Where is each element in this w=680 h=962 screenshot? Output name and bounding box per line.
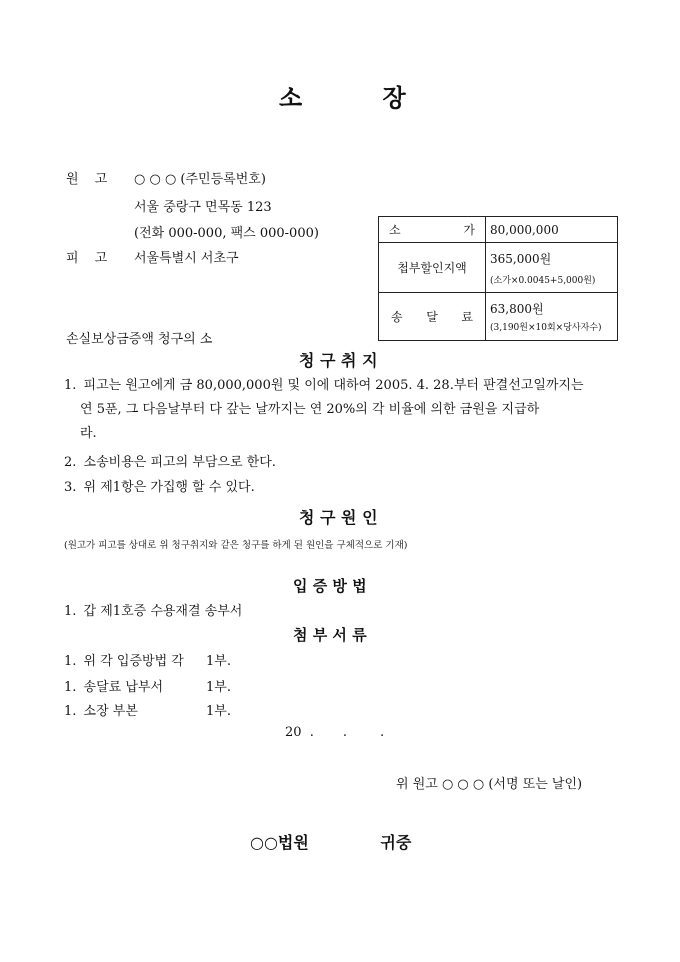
- fee-row-stamp: [379, 243, 618, 293]
- court-honorific: 귀중: [380, 833, 412, 852]
- attachments-heading: 첨 부 서 류: [293, 626, 367, 644]
- claim-purpose-heading: 청 구 취 지: [299, 351, 378, 370]
- date-line: 20 . . .: [285, 725, 385, 740]
- fee-label-service: 송 달 료: [379, 293, 486, 341]
- title-char-2: 장: [382, 83, 407, 112]
- claim-item-1-line-1: 1. 피고는 원고에게 금 80,000,000원 및 이에 대하여 2005. 4. 28.부터 판결선고일까지는: [64, 378, 584, 393]
- claim-cause-heading: 청 구 원 인: [299, 508, 378, 527]
- evidence-item-1: 1. 갑 제1호증 수용재결 송부서: [64, 604, 243, 619]
- title-char-1: 소: [279, 83, 304, 112]
- claim-item-3: 3. 위 제1항은 가집행 할 수 있다.: [64, 480, 255, 495]
- fee-label-claim-value: 소 가: [379, 217, 486, 243]
- signature-line: 위 원고 ○ ○ ○ (서명 또는 날인): [396, 777, 583, 792]
- attachment-item-3: 1. 소장 부본: [64, 704, 138, 719]
- fee-row-service: [379, 293, 618, 341]
- defendant-name: 서울특별시 서초구: [134, 251, 239, 266]
- attachment-item-1: 1. 위 각 입증방법 각: [64, 654, 184, 669]
- fee-value-stamp: 365,000원: [490, 251, 552, 266]
- fee-label-stamp: 첩부할인지액: [379, 243, 486, 293]
- fee-value-service-cell: [486, 293, 618, 341]
- case-name: 손실보상금증액 청구의 소: [66, 332, 213, 347]
- evidence-heading: 입 증 방 법: [293, 577, 367, 595]
- fee-value-claim-value: 80,000,000: [486, 217, 618, 243]
- claim-item-1-line-2: 연 5푼, 그 다음날부터 다 갚는 날까지는 연 20%의 각 비율에 의한 금원을 지급하: [80, 402, 540, 417]
- court-name: ○○법원: [250, 833, 309, 852]
- claim-item-2: 2. 소송비용은 피고의 부담으로 한다.: [64, 455, 276, 470]
- fee-value-service: 63,800원: [490, 302, 544, 316]
- court-addressee: [250, 830, 411, 853]
- fee-note-service: (3,190원×10회×당사자수): [490, 323, 602, 333]
- attachment-qty-2: 1부.: [206, 680, 231, 695]
- fee-value-stamp-cell: [486, 243, 618, 293]
- document-title: [279, 78, 407, 113]
- defendant-label: 피 고: [66, 251, 108, 266]
- claim-cause-note: (원고가 피고를 상대로 위 청구취지와 같은 청구를 하게 된 원인을 구체적으로 기재): [64, 540, 408, 551]
- plaintiff-label: 원 고: [66, 172, 108, 187]
- fee-table: [378, 216, 618, 341]
- fee-row-claim-value: [379, 217, 618, 243]
- claim-item-1-line-3: 라.: [80, 426, 97, 441]
- attachment-item-2: 1. 송달료 납부서: [64, 680, 164, 695]
- plaintiff-address: 서울 중랑구 면목동 123: [134, 200, 272, 215]
- claim-item-1: [64, 374, 624, 446]
- plaintiff-name: ○ ○ ○ (주민등록번호): [134, 172, 266, 187]
- attachment-qty-3: 1부.: [206, 704, 231, 719]
- plaintiff-contact: (전화 000-000, 팩스 000-000): [134, 226, 319, 241]
- fee-note-stamp: (소가×0.0045+5,000원): [490, 275, 596, 286]
- attachment-qty-1: 1부.: [206, 654, 231, 669]
